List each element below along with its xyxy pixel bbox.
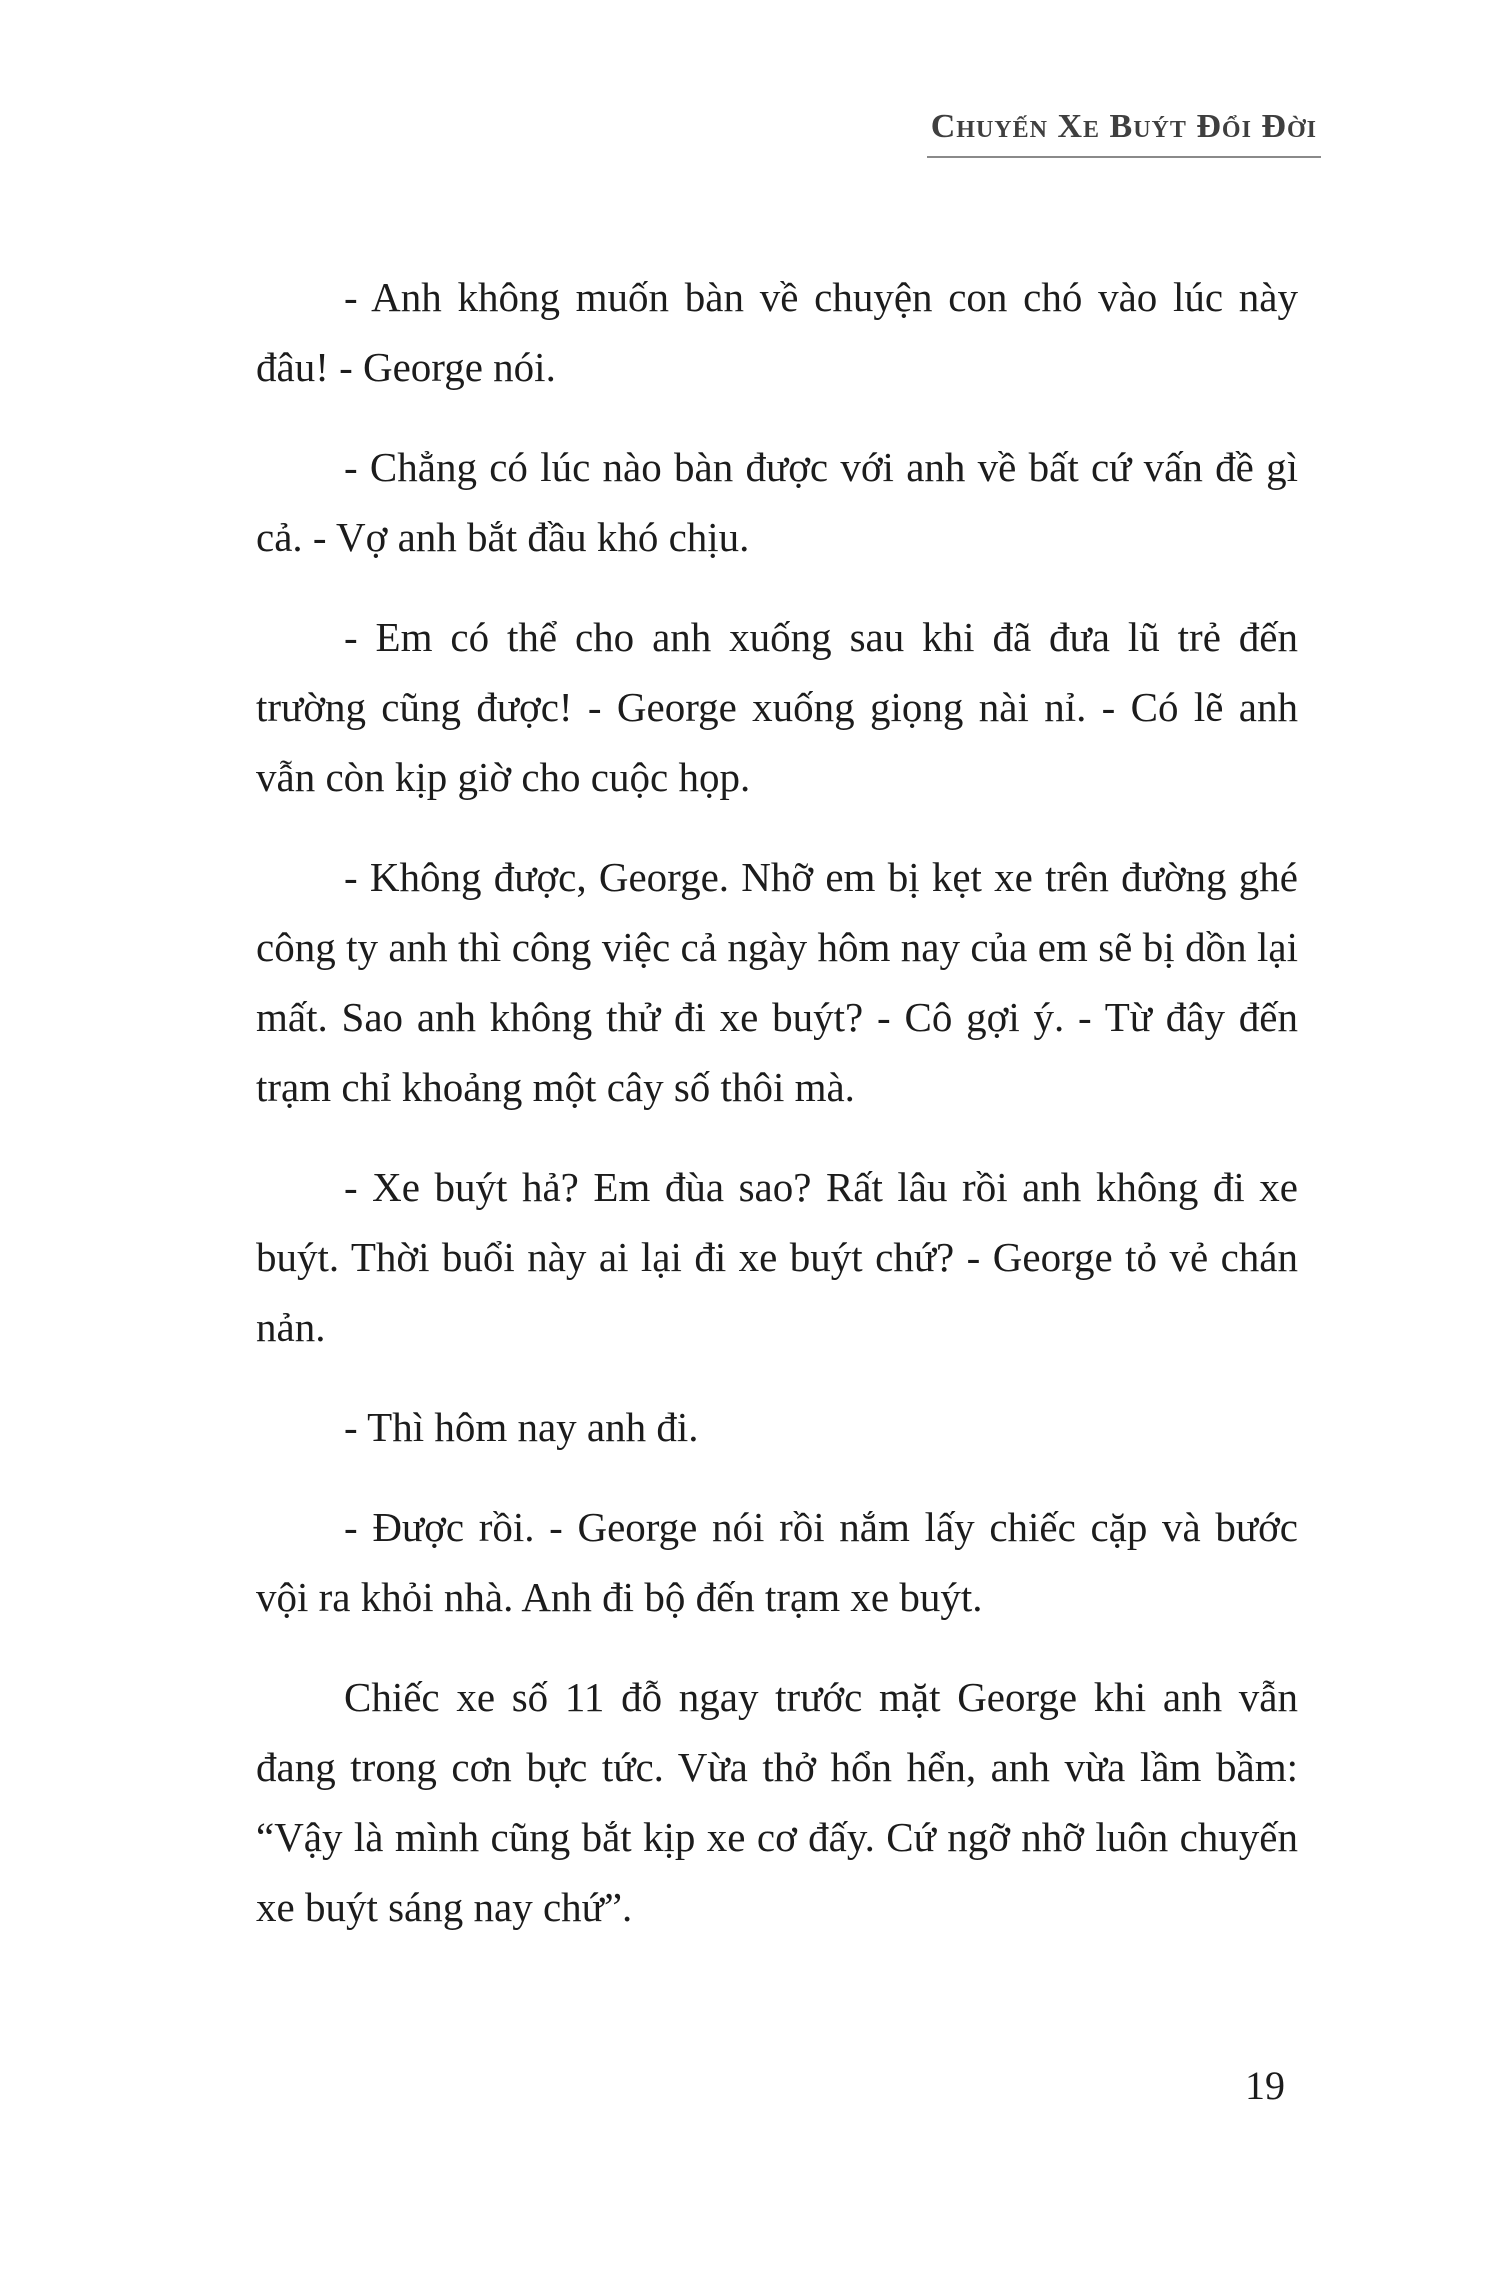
paragraph: - Anh không muốn bàn về chuyện con chó vào lúc này đâu! - George nói. bbox=[256, 274, 1298, 390]
paragraph: - Không được, George. Nhỡ em bị kẹt xe trên đường ghé công ty anh thì công việc cả ngày hôm nay của em sẽ bị dồn lại mất. Sao anh không thử đi xe buýt? - Cô gợi ý. - Từ đây đến trạm chỉ khoảng một cây số thôi mà. bbox=[256, 854, 1298, 1110]
running-header bbox=[927, 108, 1321, 158]
paragraph: Chiếc xe số 11 đỗ ngay trước mặt George khi anh vẫn đang trong cơn bực tức. Vừa thở hổn hển, anh vừa lầm bầm: “Vậy là mình cũng bắt kịp xe cơ đấy. Cứ ngỡ nhỡ luôn chuyến xe buýt sáng nay chứ”. bbox=[256, 1674, 1298, 1930]
paragraph: - Được rồi. - George nói rồi nắm lấy chiếc cặp và bước vội ra khỏi nhà. Anh đi bộ đến trạm xe buýt. bbox=[256, 1504, 1298, 1620]
page-number: 19 bbox=[1245, 2063, 1285, 2108]
paragraph: - Xe buýt hả? Em đùa sao? Rất lâu rồi anh không đi xe buýt. Thời buổi này ai lại đi xe buýt chứ? - George tỏ vẻ chán nản. bbox=[256, 1164, 1298, 1350]
running-header-title: Chuyến Xe Buýt Đổi Đời bbox=[927, 108, 1321, 158]
paragraph: - Chẳng có lúc nào bàn được với anh về bất cứ vấn đề gì cả. - Vợ anh bắt đầu khó chịu. bbox=[256, 444, 1298, 560]
paragraph: - Em có thể cho anh xuống sau khi đã đưa lũ trẻ đến trường cũng được! - George xuống giọng nài nỉ. - Có lẽ anh vẫn còn kịp giờ cho cuộc họp. bbox=[256, 614, 1298, 800]
paragraph-list bbox=[256, 262, 1298, 1972]
paragraph: - Thì hôm nay anh đi. bbox=[344, 1404, 699, 1450]
